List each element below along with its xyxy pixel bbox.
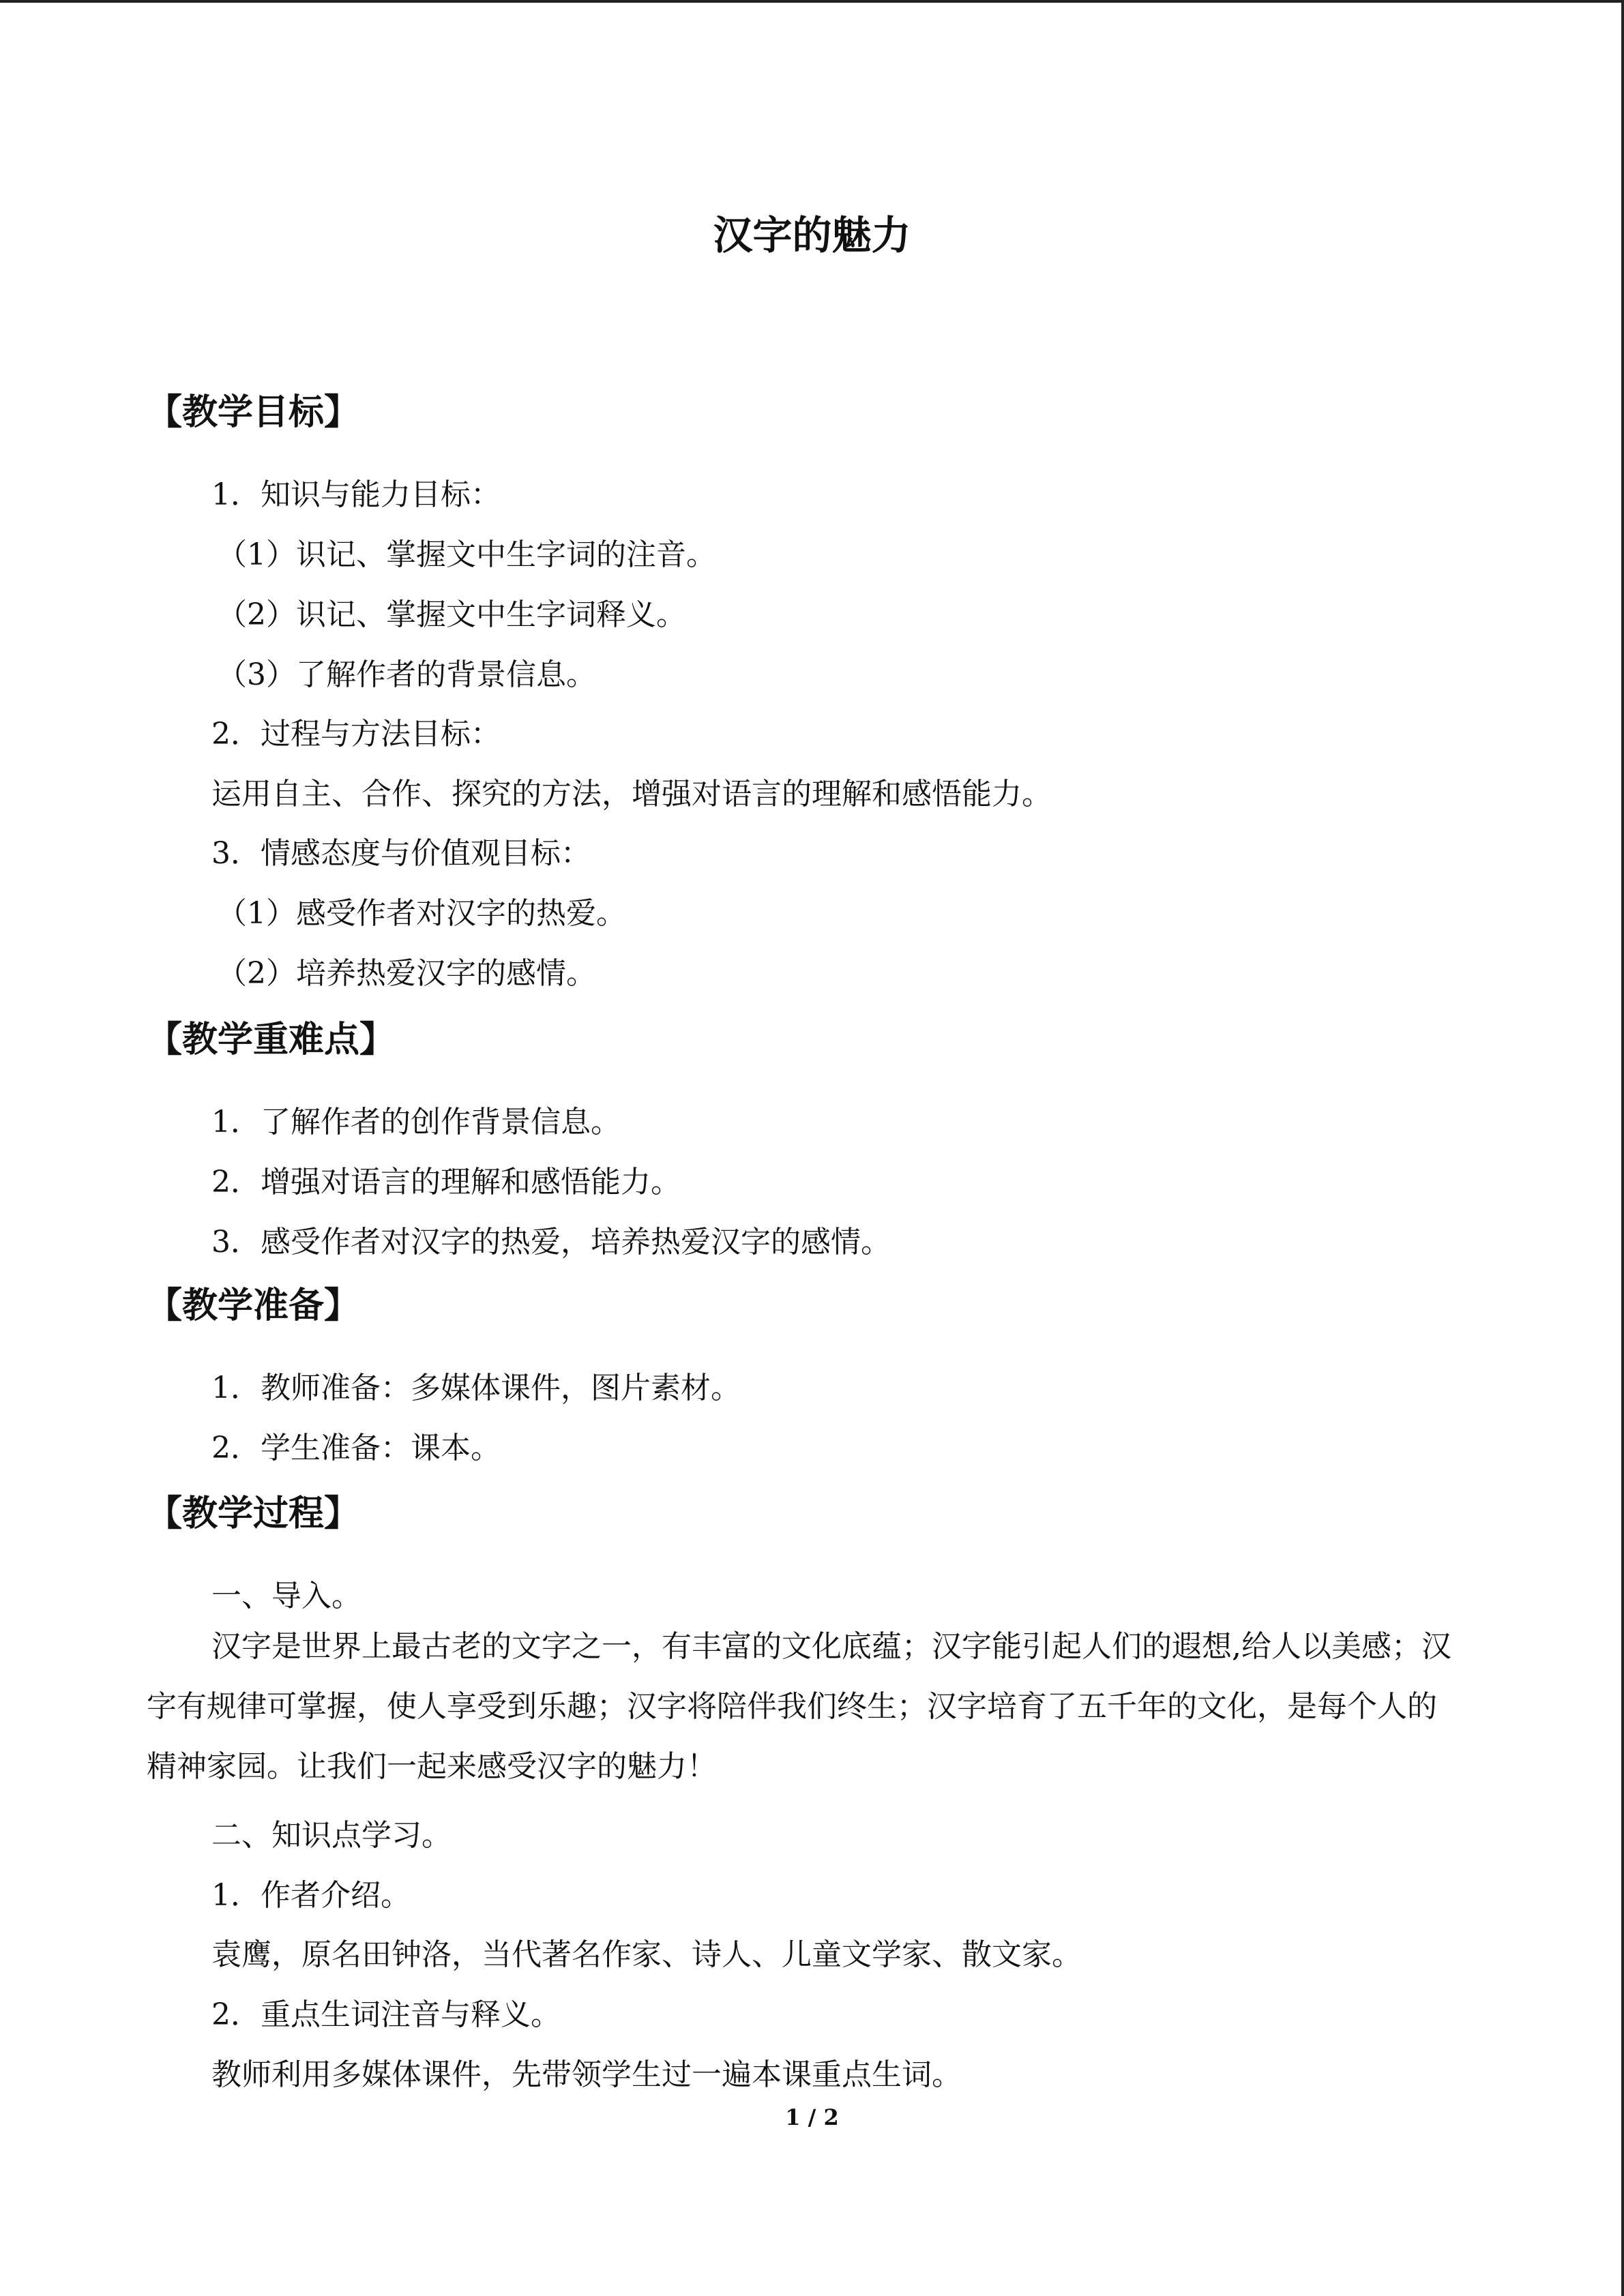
- preparation-line: 1．教师准备：多媒体课件，图片素材。: [211, 1371, 741, 1405]
- key-point-line: 1．了解作者的创作背景信息。: [211, 1105, 621, 1139]
- objective-line: 运用自主、合作、探究的方法，增强对语言的理解和感悟能力。: [211, 777, 1052, 811]
- process-line: 袁鹰，原名田钟洛，当代著名作家、诗人、儿童文学家、散文家。: [211, 1937, 1082, 1972]
- document-title: 汉字的魅力: [713, 212, 911, 258]
- process-intro-label: 一、导入。: [211, 1579, 361, 1613]
- heading-key-points: 【教学重难点】: [147, 1019, 396, 1060]
- objective-line: （1）识记、掌握文中生字词的注音。: [217, 537, 716, 572]
- objective-line: 3．情感态度与价值观目标：: [211, 836, 591, 871]
- process-line: 教师利用多媒体课件，先带领学生过一遍本课重点生词。: [211, 2057, 962, 2092]
- objective-line: （2）识记、掌握文中生字词释义。: [217, 597, 686, 632]
- preparation-line: 2．学生准备：课本。: [211, 1431, 501, 1465]
- process-line: 2．重点生词注音与释义。: [211, 1997, 561, 2032]
- process-line: 二、知识点学习。: [211, 1818, 452, 1853]
- process-line: 1．作者介绍。: [211, 1878, 411, 1913]
- page-number: 1 / 2: [785, 2104, 839, 2130]
- key-point-line: 3．感受作者对汉字的热爱，培养热爱汉字的感情。: [211, 1225, 891, 1259]
- objective-line: （3）了解作者的背景信息。: [217, 657, 596, 692]
- heading-process: 【教学过程】: [147, 1493, 360, 1534]
- heading-preparation: 【教学准备】: [147, 1285, 360, 1326]
- objective-line: （2）培养热爱汉字的感情。: [217, 956, 596, 991]
- key-point-line: 2．增强对语言的理解和感悟能力。: [211, 1165, 681, 1199]
- heading-objectives: 【教学目标】: [147, 392, 360, 433]
- process-intro-paragraph: 汉字是世界上最古老的文字之一，有丰富的文化底蕴；汉字能引起人们的遐想,给人以美感；汉字有规律可掌握，使人享受到乐趣；汉字将陪伴我们终生；汉字培育了五千年的文化，是每个人的精神家园。让我们一起来感受汉字的魅力！: [147, 1629, 1451, 1784]
- objective-line: 1．知识与能力目标：: [211, 477, 501, 512]
- objective-line: （1）感受作者对汉字的热爱。: [217, 896, 626, 931]
- objective-line: 2．过程与方法目标：: [211, 717, 501, 751]
